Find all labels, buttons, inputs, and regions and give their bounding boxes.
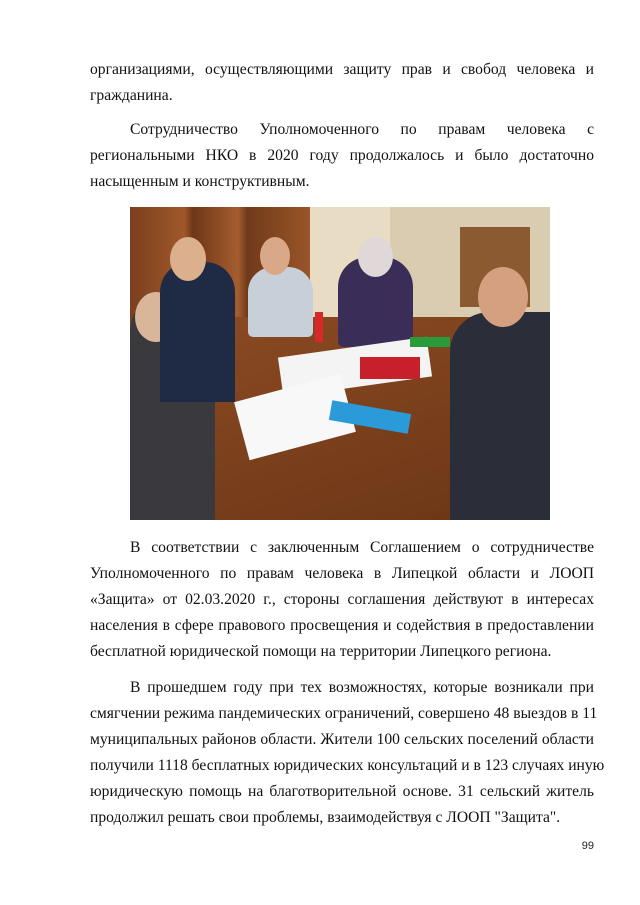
text-line: получили 1118 бесплатных юридических консультаций и в 123 случаях иную	[90, 757, 605, 774]
text-line: организациями, осуществляющими защиту прав и свобод человека и	[90, 61, 594, 78]
text-line: смягчении режима пандемических ограничений, совершено 48 выездов в 11	[90, 705, 598, 722]
text-line: муниципальных районов области. Жители 100 сельских поселений области	[90, 731, 594, 748]
paragraph-4	[90, 675, 605, 831]
text-line: Уполномоченного по правам человека в Липецкой области и ЛООП	[90, 565, 594, 582]
paragraph-1	[90, 57, 594, 109]
paragraph-2	[90, 117, 594, 195]
page-number: 99	[581, 840, 594, 852]
paragraph-3	[90, 535, 594, 665]
text-line: насыщенным и конструктивным.	[90, 173, 310, 190]
text-line: «Защита» от 02.03.2020 г., стороны соглашения действуют в интересах	[90, 591, 594, 608]
text-line: В прошедшем году при тех возможностях, которые возникали при	[130, 679, 594, 696]
text-line: гражданина.	[90, 87, 173, 104]
text-line: юридическую помощь на благотворительной основе. 31 сельский житель	[90, 783, 594, 800]
text-line: населения в сфере правового просвещения и содействия в предоставлении	[90, 617, 594, 634]
text-line: региональными НКО в 2020 году продолжалось и было достаточно	[90, 147, 594, 164]
text-line: бесплатной юридической помощи на территории Липецкого региона.	[90, 643, 552, 660]
meeting-photo	[130, 207, 550, 520]
text-line: В соответствии с заключенным Соглашением о сотрудничестве	[130, 539, 594, 556]
text-line: продолжил решать свои проблемы, взаимодействуя с ЛООП "Защита".	[90, 809, 561, 826]
text-line: Сотрудничество Уполномоченного по правам человека с	[130, 121, 594, 138]
